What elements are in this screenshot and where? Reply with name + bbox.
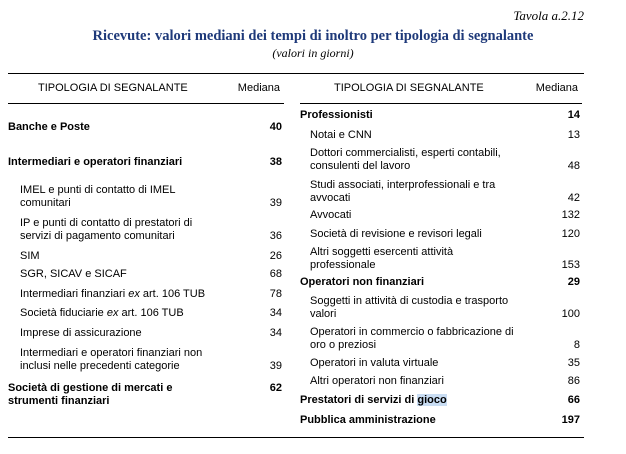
label-text: SIM: [20, 250, 40, 262]
row-median-value: 29: [567, 276, 580, 288]
row-label-sgr-sicav-e-sicaf: [20, 268, 242, 281]
left-header: [8, 73, 284, 104]
row-median-value: 13: [567, 129, 580, 141]
right-header: [300, 73, 582, 104]
label-text: Operatori non finanziari: [300, 276, 425, 288]
label-text: Società di revisione e revisori legali: [310, 228, 482, 240]
column-header-median: Mediana: [237, 82, 280, 94]
label-text: Intermediari e operatori finanziari non: [20, 347, 203, 359]
row-median-value: 153: [561, 259, 580, 271]
label-text: Avvocati: [310, 209, 352, 221]
label-text: Banche e Poste: [8, 121, 90, 133]
row-median-value: 68: [269, 268, 282, 280]
row-median-value: 66: [567, 394, 580, 406]
table-row: [20, 347, 284, 373]
row-median-value: 39: [269, 197, 282, 209]
label-text-line2: comunitari: [20, 197, 71, 209]
column-header-median: Mediana: [535, 82, 578, 94]
row-median-value: 132: [561, 209, 580, 221]
table-row: [20, 327, 284, 340]
row-median-value: 48: [567, 160, 580, 172]
row-label-studi-associati-interprofessionali-e-tra: [310, 179, 540, 205]
table-row: [20, 250, 284, 263]
row-label-operatori-non-finanziari: [300, 276, 540, 289]
row-label-operatori-in-valuta-virtuale: [310, 357, 540, 370]
label-text-line2: valori: [310, 308, 337, 320]
table-row: [310, 326, 582, 352]
row-label-societa-di-revisione-e-revisori-legali: [310, 228, 540, 241]
column-header-type: TIPOLOGIA DI SEGNALANTE: [334, 82, 484, 94]
table-row: [310, 295, 582, 321]
label-text-line2: professionale: [310, 259, 376, 271]
row-label-dottori-commercialisti-esperti-contabili: [310, 147, 540, 173]
row-label-banche-e-poste: [8, 121, 242, 134]
table-row: [310, 375, 582, 388]
label-text: Operatori in commercio o fabbricazione di: [310, 326, 514, 338]
table-row: [8, 156, 284, 169]
row-median-value: 62: [269, 382, 282, 394]
table-row: [20, 288, 284, 301]
table-row: [310, 357, 582, 370]
table-row: [300, 276, 582, 289]
column-header-type: TIPOLOGIA DI SEGNALANTE: [38, 82, 188, 94]
table-row: [20, 184, 284, 210]
table-row: [20, 268, 284, 281]
row-label-imel-e-punti-di-contatto-di-imel: [20, 184, 242, 210]
label-text: Soggetti in attività di custodia e trasporto: [310, 295, 509, 307]
row-median-value: 34: [269, 327, 282, 339]
row-label-altri-operatori-non-finanziari: [310, 375, 540, 388]
table-title: Ricevute: valori mediani dei tempi di inoltro per tipologia di segnalante: [92, 28, 534, 44]
row-label-altri-soggetti-esercenti-attivita: [310, 246, 540, 272]
row-median-value: 78: [269, 288, 282, 300]
label-text: IMEL e punti di contatto di IMEL: [20, 184, 176, 196]
label-text: Pubblica amministrazione: [300, 414, 436, 426]
row-label-pubblica-amministrazione: [300, 414, 540, 427]
row-label-sim: [20, 250, 242, 263]
row-label-avvocati: [310, 209, 540, 222]
row-median-value: 100: [561, 308, 580, 320]
row-median-value: 36: [269, 230, 282, 242]
label-text: Studi associati, interprofessionali e tra: [310, 179, 496, 191]
table-row: [8, 121, 284, 134]
table-row: [300, 414, 582, 427]
label-text-line2: inclusi nelle precedenti categorie: [20, 360, 180, 372]
label-text: Dottori commercialisti, esperti contabili,: [310, 147, 501, 159]
table-row: [300, 109, 582, 122]
label-highlighted: gioco: [417, 394, 447, 406]
label-text: Intermediari e operatori finanziari: [8, 156, 183, 168]
right-column: [300, 73, 582, 426]
label-text: SGR, SICAV e SICAF: [20, 268, 127, 280]
row-median-value: 14: [567, 109, 580, 121]
label-italic: ex: [106, 307, 119, 319]
bottom-rule: [8, 437, 584, 438]
label-text: Imprese di assicurazione: [20, 327, 142, 339]
row-median-value: 42: [567, 192, 580, 204]
row-label-intermediari-e-operatori-finanziari-non: [20, 347, 242, 373]
left-column: [8, 73, 284, 407]
row-label-intermediari-e-operatori-finanziari: [8, 156, 242, 169]
table-row: [20, 217, 284, 243]
label-text-line2: servizi di pagamento comunitari: [20, 230, 175, 242]
row-median-value: 34: [269, 307, 282, 319]
table-row: [310, 246, 582, 272]
row-label-intermediari-finanziari-ex-art-106-tub: [20, 288, 242, 301]
label-text: Operatori in valuta virtuale: [310, 357, 439, 369]
row-median-value: 120: [561, 228, 580, 240]
label-text: Società di gestione di mercati e: [8, 382, 173, 394]
table-row: [310, 129, 582, 142]
row-median-value: 38: [269, 156, 282, 168]
label-text-line2: oro o preziosi: [310, 339, 377, 351]
label-text: Società fiduciarie: [20, 307, 107, 319]
row-label-professionisti: [300, 109, 540, 122]
row-label-notai-e-cnn: [310, 129, 540, 142]
row-median-value: 26: [269, 250, 282, 262]
row-label-operatori-in-commercio-o-fabbricazione-d: [310, 326, 540, 352]
table-row: [310, 147, 582, 173]
table-row: [8, 382, 284, 408]
table-row: [310, 209, 582, 222]
label-text: Prestatori di servizi di: [300, 394, 418, 406]
row-median-value: 197: [561, 414, 580, 426]
label-text: Intermediari finanziari: [20, 288, 129, 300]
row-median-value: 8: [573, 339, 580, 351]
label-text: art. 106 TUB: [139, 288, 206, 300]
label-text-line2: consulenti del lavoro: [310, 160, 411, 172]
label-text: Professionisti: [300, 109, 373, 121]
label-text: Notai e CNN: [310, 129, 372, 141]
row-label-imprese-di-assicurazione: [20, 327, 242, 340]
label-text: Altri operatori non finanziari: [310, 375, 444, 387]
table-row: [310, 179, 582, 205]
label-text-line2: strumenti finanziari: [8, 395, 110, 407]
row-label-ip-e-punti-di-contatto-di-prestatori-di: [20, 217, 242, 243]
row-label-prestatori-di-servizi-di-gioco: [300, 394, 540, 407]
label-text-line2: avvocati: [310, 192, 351, 204]
row-label-societa-fiduciarie-ex-art-106-tub: [20, 307, 242, 320]
label-text: art. 106 TUB: [118, 307, 184, 319]
table-row: [310, 228, 582, 241]
label-text: IP e punti di contatto di prestatori di: [20, 217, 193, 229]
table-row: [300, 394, 582, 407]
row-label-societa-di-gestione-di-mercati-e: [8, 382, 242, 408]
label-text: Altri soggetti esercenti attività: [310, 246, 454, 258]
row-median-value: 86: [567, 375, 580, 387]
label-italic: ex: [128, 288, 140, 300]
row-median-value: 35: [567, 357, 580, 369]
table-number: Tavola a.2.12: [513, 8, 584, 23]
row-label-soggetti-in-attivita-di-custodia-e-trasp: [310, 295, 540, 321]
row-median-value: 39: [269, 360, 282, 372]
row-median-value: 40: [269, 121, 282, 133]
table-subtitle: (valori in giorni): [272, 46, 354, 60]
table-row: [20, 307, 284, 320]
